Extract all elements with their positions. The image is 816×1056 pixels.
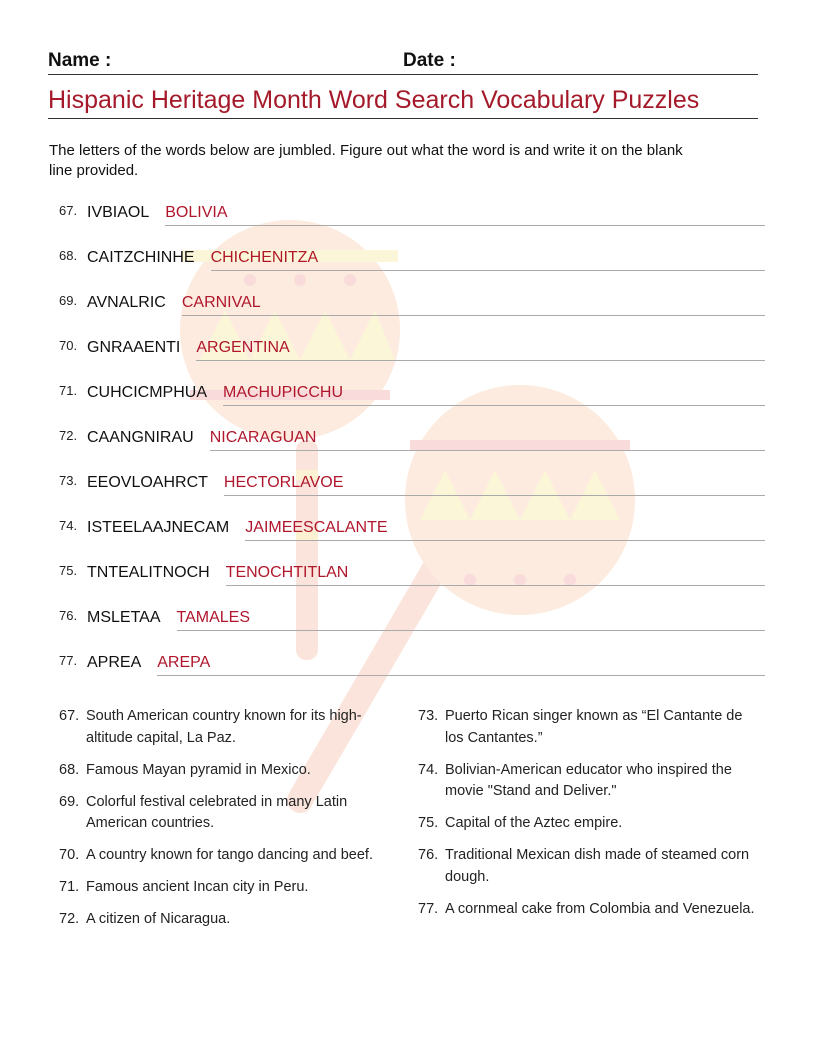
- clue-item: [59, 792, 404, 835]
- puzzle-item: [59, 203, 765, 235]
- clues-right-column: [418, 706, 763, 931]
- answer-field[interactable]: BOLIVIA: [165, 203, 765, 226]
- clue-number: 70.: [59, 847, 80, 863]
- clues-left-column: [59, 706, 404, 941]
- clue-text: Famous ancient Incan city in Peru.: [86, 879, 309, 895]
- clue-text: A cornmeal cake from Colombia and Venezuela.: [445, 900, 755, 917]
- answer-field[interactable]: NICARAGUAN: [210, 428, 765, 451]
- clue-number: 68.: [59, 761, 80, 778]
- instructions: The letters of the words below are jumbled. Figure out what the word is and write it on the blank line provided.: [49, 142, 683, 179]
- clue-text: A country known for tango dancing and beef.: [86, 847, 373, 863]
- clue-number: 76.: [418, 847, 439, 863]
- puzzle-number: 68.: [59, 248, 78, 263]
- puzzle-item: [59, 428, 765, 460]
- clue-number: 74.: [418, 761, 439, 778]
- jumbled-word: CAANGNIRAU: [87, 429, 194, 446]
- answer-field[interactable]: HECTORLAVOE: [224, 473, 765, 496]
- clue-number: 67.: [59, 708, 80, 724]
- jumbled-word: CUHCICMPHUA: [87, 384, 207, 401]
- answer-field[interactable]: CHICHENITZA: [211, 248, 765, 271]
- clue-item: [59, 706, 404, 749]
- jumbled-word: TNTEALITNOCH: [87, 564, 210, 581]
- clue-text: Colorful festival celebrated in many Latin American countries.: [86, 793, 348, 831]
- puzzle-item: [59, 608, 765, 640]
- clue-item: [418, 899, 763, 921]
- clue-text: Puerto Rican singer known as “El Cantante de los Cantantes.”: [445, 708, 743, 746]
- clue-text: South American country known for its high-altitude capital, La Paz.: [86, 708, 362, 746]
- puzzle-number: 72.: [59, 428, 78, 443]
- jumbled-word: ISTEELAAJNECAM: [87, 519, 230, 536]
- puzzle-number: 77.: [59, 653, 78, 668]
- answer-field[interactable]: MACHUPICCHU: [223, 383, 765, 406]
- puzzle-number: 70.: [59, 338, 78, 353]
- clue-number: 73.: [418, 708, 439, 724]
- clue-item: [418, 813, 763, 835]
- date-label: Date :: [403, 50, 456, 71]
- puzzle-number: 74.: [59, 518, 78, 533]
- answer-field[interactable]: ARGENTINA: [196, 338, 765, 361]
- clue-number: 75.: [418, 815, 439, 831]
- page-title: Hispanic Heritage Month Word Search Vocabulary Puzzles: [48, 86, 758, 119]
- puzzle-item: [59, 473, 765, 505]
- puzzle-item: [59, 563, 765, 595]
- clue-text: A citizen of Nicaragua.: [86, 911, 231, 927]
- puzzle-number: 76.: [59, 608, 78, 623]
- answer-field[interactable]: AREPA: [157, 653, 765, 676]
- clue-item: [59, 909, 404, 931]
- puzzle-number: 75.: [59, 563, 78, 578]
- answer-field[interactable]: TENOCHTITLAN: [226, 563, 765, 586]
- puzzle-number: 71.: [59, 383, 78, 398]
- jumbled-word: CAITZCHINHE: [87, 249, 195, 266]
- clue-text: Famous Mayan pyramid in Mexico.: [86, 761, 311, 778]
- answer-field[interactable]: TAMALES: [177, 608, 766, 631]
- clue-number: 69.: [59, 793, 80, 810]
- clue-item: [59, 845, 404, 867]
- puzzle-number: 67.: [59, 203, 78, 218]
- puzzle-item: [59, 248, 765, 280]
- jumbled-word: APREA: [87, 654, 142, 671]
- answer-field[interactable]: CARNIVAL: [182, 293, 765, 316]
- puzzle-item: [59, 293, 765, 325]
- clue-number: 71.: [59, 879, 80, 895]
- jumbled-word: AVNALRIC: [87, 294, 166, 311]
- clue-text: Capital of the Aztec empire.: [445, 815, 623, 831]
- puzzle-item: [59, 653, 765, 685]
- puzzle-item: [59, 518, 765, 550]
- jumbled-word: MSLETAA: [87, 609, 161, 626]
- name-label: Name :: [48, 50, 112, 71]
- clue-number: 72.: [59, 911, 80, 927]
- clue-item: [59, 877, 404, 899]
- puzzle-number: 73.: [59, 473, 78, 488]
- clue-text: Bolivian-American educator who inspired the movie "Stand and Deliver.": [445, 761, 732, 799]
- jumbled-word: GNRAAENTI: [87, 339, 181, 356]
- puzzle-item: [59, 338, 765, 370]
- clue-number: 77.: [418, 900, 439, 917]
- puzzle-number: 69.: [59, 293, 78, 308]
- answer-field[interactable]: JAIMEESCALANTE: [245, 518, 765, 541]
- clue-item: [59, 760, 404, 782]
- name-date-row: [48, 50, 758, 75]
- clue-item: [418, 845, 763, 888]
- clue-item: [418, 706, 763, 749]
- jumbled-word: IVBIAOL: [87, 204, 150, 221]
- clue-item: [418, 760, 763, 803]
- puzzle-item: [59, 383, 765, 415]
- jumbled-word: EEOVLOAHRCT: [87, 474, 208, 491]
- clue-text: Traditional Mexican dish made of steamed corn dough.: [445, 847, 750, 885]
